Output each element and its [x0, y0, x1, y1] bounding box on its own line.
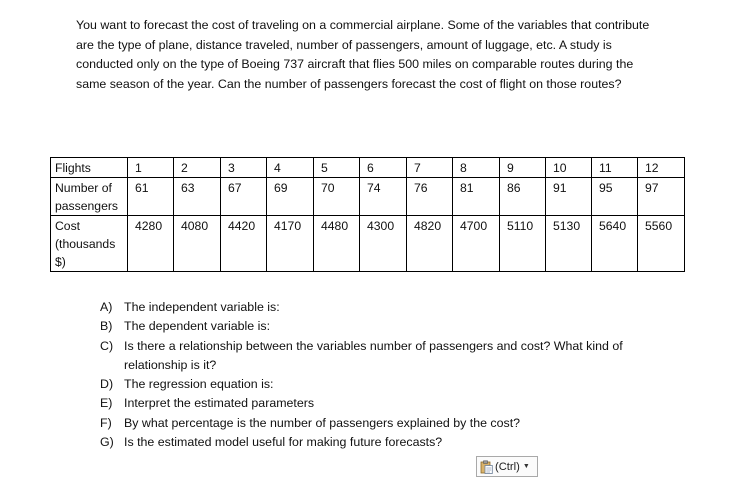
- table-cell: 67: [221, 178, 267, 216]
- table-cell: 69: [267, 178, 314, 216]
- table-cell: 95: [592, 178, 638, 216]
- table-cell: 4700: [453, 216, 500, 272]
- table-cell: 81: [453, 178, 500, 216]
- question-item: [100, 375, 644, 394]
- table-cell: 5130: [546, 216, 592, 272]
- question-letter: E): [100, 396, 113, 411]
- table-cell: 4280: [128, 216, 174, 272]
- question-letter: G): [100, 435, 114, 450]
- table-cell: 12: [638, 158, 685, 178]
- table-cell: 4170: [267, 216, 314, 272]
- question-text: By what percentage is the number of passengers explained by the cost?: [124, 415, 521, 430]
- question-text: Interpret the estimated parameters: [124, 396, 315, 411]
- table-row: [51, 216, 685, 272]
- row-label: Flights: [51, 158, 128, 178]
- table-cell: 4420: [221, 216, 267, 272]
- question-item: [100, 414, 644, 433]
- paste-options-button[interactable]: [476, 456, 538, 477]
- table-cell: 4: [267, 158, 314, 178]
- question-text: The regression equation is:: [124, 377, 274, 392]
- paste-options-label: (Ctrl): [495, 460, 520, 473]
- table-cell: 5560: [638, 216, 685, 272]
- table-cell: 1: [128, 158, 174, 178]
- row-label: Number of passengers: [51, 178, 128, 216]
- question-item: [100, 298, 644, 317]
- table-cell: 5: [314, 158, 360, 178]
- table-cell: 3: [221, 158, 267, 178]
- row-label: Cost (thousands $): [51, 216, 128, 272]
- problem-statement: You want to forecast the cost of traveling on a commercial airplane. Some of the variables that contribute are the type of plane, distance traveled, number of passengers, amount of luggage, etc. A study is conducted only on the type of Boeing 737 aircraft that flies 500 miles on comparable routes during the same season of the year. Can the number of passengers forecast the cost of flight on those routes?: [76, 18, 650, 91]
- table-cell: 91: [546, 178, 592, 216]
- table-cell: 76: [407, 178, 453, 216]
- table-cell: 5640: [592, 216, 638, 272]
- table-cell: 97: [638, 178, 685, 216]
- question-item: [100, 433, 644, 452]
- flights-data-table: [50, 157, 685, 272]
- table-cell: 70: [314, 178, 360, 216]
- question-letter: D): [100, 377, 114, 392]
- question-item: [100, 394, 644, 413]
- table-cell: 74: [360, 178, 407, 216]
- table-cell: 11: [592, 158, 638, 178]
- question-text: The independent variable is:: [124, 300, 280, 314]
- table-row: [51, 158, 685, 178]
- table-cell: 10: [546, 158, 592, 178]
- question-letter: C): [100, 338, 114, 353]
- table-cell: 61: [128, 178, 174, 216]
- question-letter: A): [100, 300, 113, 314]
- table-cell: 2: [174, 158, 221, 178]
- table-cell: 4300: [360, 216, 407, 272]
- question-letter: F): [100, 415, 112, 430]
- table-cell: 4480: [314, 216, 360, 272]
- table-row: [51, 178, 685, 216]
- question-item: [100, 317, 644, 336]
- clipboard-icon: [480, 460, 493, 474]
- table-cell: 9: [500, 158, 546, 178]
- question-text: The dependent variable is:: [124, 319, 271, 334]
- question-item: [100, 337, 644, 376]
- table-cell: 5110: [500, 216, 546, 272]
- table-cell: 4080: [174, 216, 221, 272]
- table-cell: 4820: [407, 216, 453, 272]
- dropdown-arrow-icon: ▼: [522, 463, 530, 470]
- table-cell: 63: [174, 178, 221, 216]
- question-text: Is the estimated model useful for making future forecasts?: [124, 435, 443, 450]
- table-cell: 8: [453, 158, 500, 178]
- question-list: [100, 298, 644, 452]
- table-cell: 86: [500, 178, 546, 216]
- table-cell: 6: [360, 158, 407, 178]
- question-text: Is there a relationship between the variables number of passengers and cost? What kind of relationship is it?: [124, 338, 623, 372]
- table-cell: 7: [407, 158, 453, 178]
- question-letter: B): [100, 319, 113, 334]
